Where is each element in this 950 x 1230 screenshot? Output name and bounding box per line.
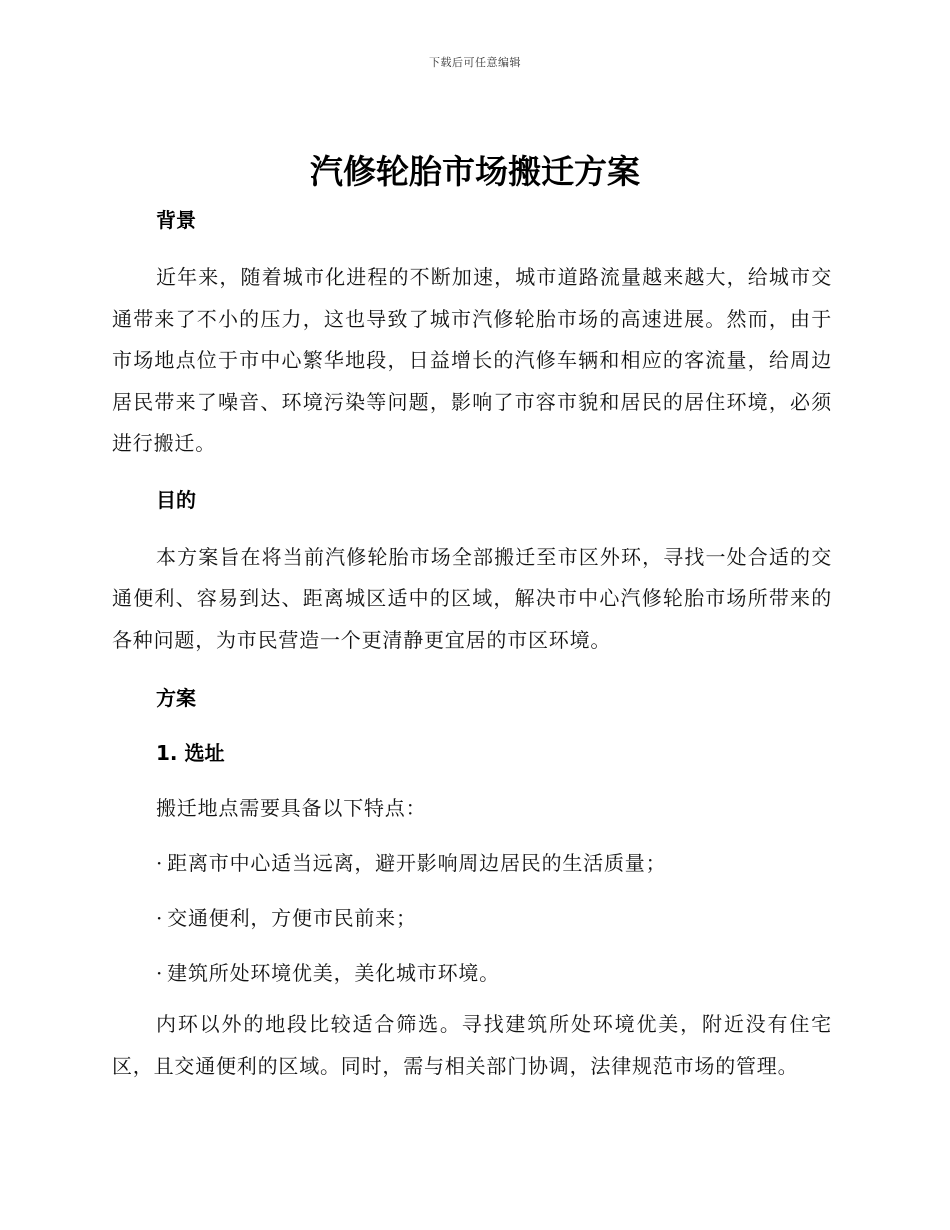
paragraph-background: 近年来，随着城市化进程的不断加速，城市道路流量越来越大，给城市交通带来了不小的压力，这也导致了城市汽修轮胎市场的高速进展。然而，由于市场地点位于市中心繁华地段，日益增长的汽修车辆和相应的客流量，给周边居民带来了噪音、环境污染等问题，影响了市容市貌和居民的居住环境，必须进行搬迁。 — [112, 265, 832, 455]
bullet-icon: · — [156, 906, 164, 930]
header-watermark: 下载后可任意编辑 — [429, 56, 521, 69]
bullet-icon: · — [156, 961, 164, 985]
section-heading-background: 背景 — [156, 208, 196, 232]
bullet-icon: · — [156, 851, 164, 875]
plan-intro: 搬迁地点需要具备以下特点： — [156, 796, 427, 820]
section-heading-plan: 方案 — [156, 686, 196, 710]
subheading-site-selection: 1. 选址 — [156, 741, 225, 765]
document-body — [112, 200, 832, 1087]
list-item — [112, 903, 832, 933]
document-title: 汽修轮胎市场搬迁方案 — [310, 152, 640, 191]
list-item-text: 交通便利，方便市民前来； — [167, 906, 417, 930]
paragraph-purpose: 本方案旨在将当前汽修轮胎市场全部搬迁至市区外环，寻找一处合适的交通便利、容易到达、距离城区适中的区域，解决市中心汽修轮胎市场所带来的各种问题，为市民营造一个更清静更宜居的市区环境。 — [112, 544, 832, 652]
paragraph-site-closing: 内环以外的地段比较适合筛选。寻找建筑所处环境优美，附近没有住宅区，且交通便利的区域。同时，需与相关部门协调，法律规范市场的管理。 — [112, 1012, 832, 1078]
list-item — [112, 848, 832, 878]
list-item — [112, 958, 832, 988]
list-item-text: 建筑所处环境优美，美化城市环境。 — [167, 961, 500, 985]
list-item-text: 距离市中心适当远离，避开影响周边居民的生活质量； — [167, 851, 667, 875]
section-heading-purpose: 目的 — [156, 487, 196, 512]
